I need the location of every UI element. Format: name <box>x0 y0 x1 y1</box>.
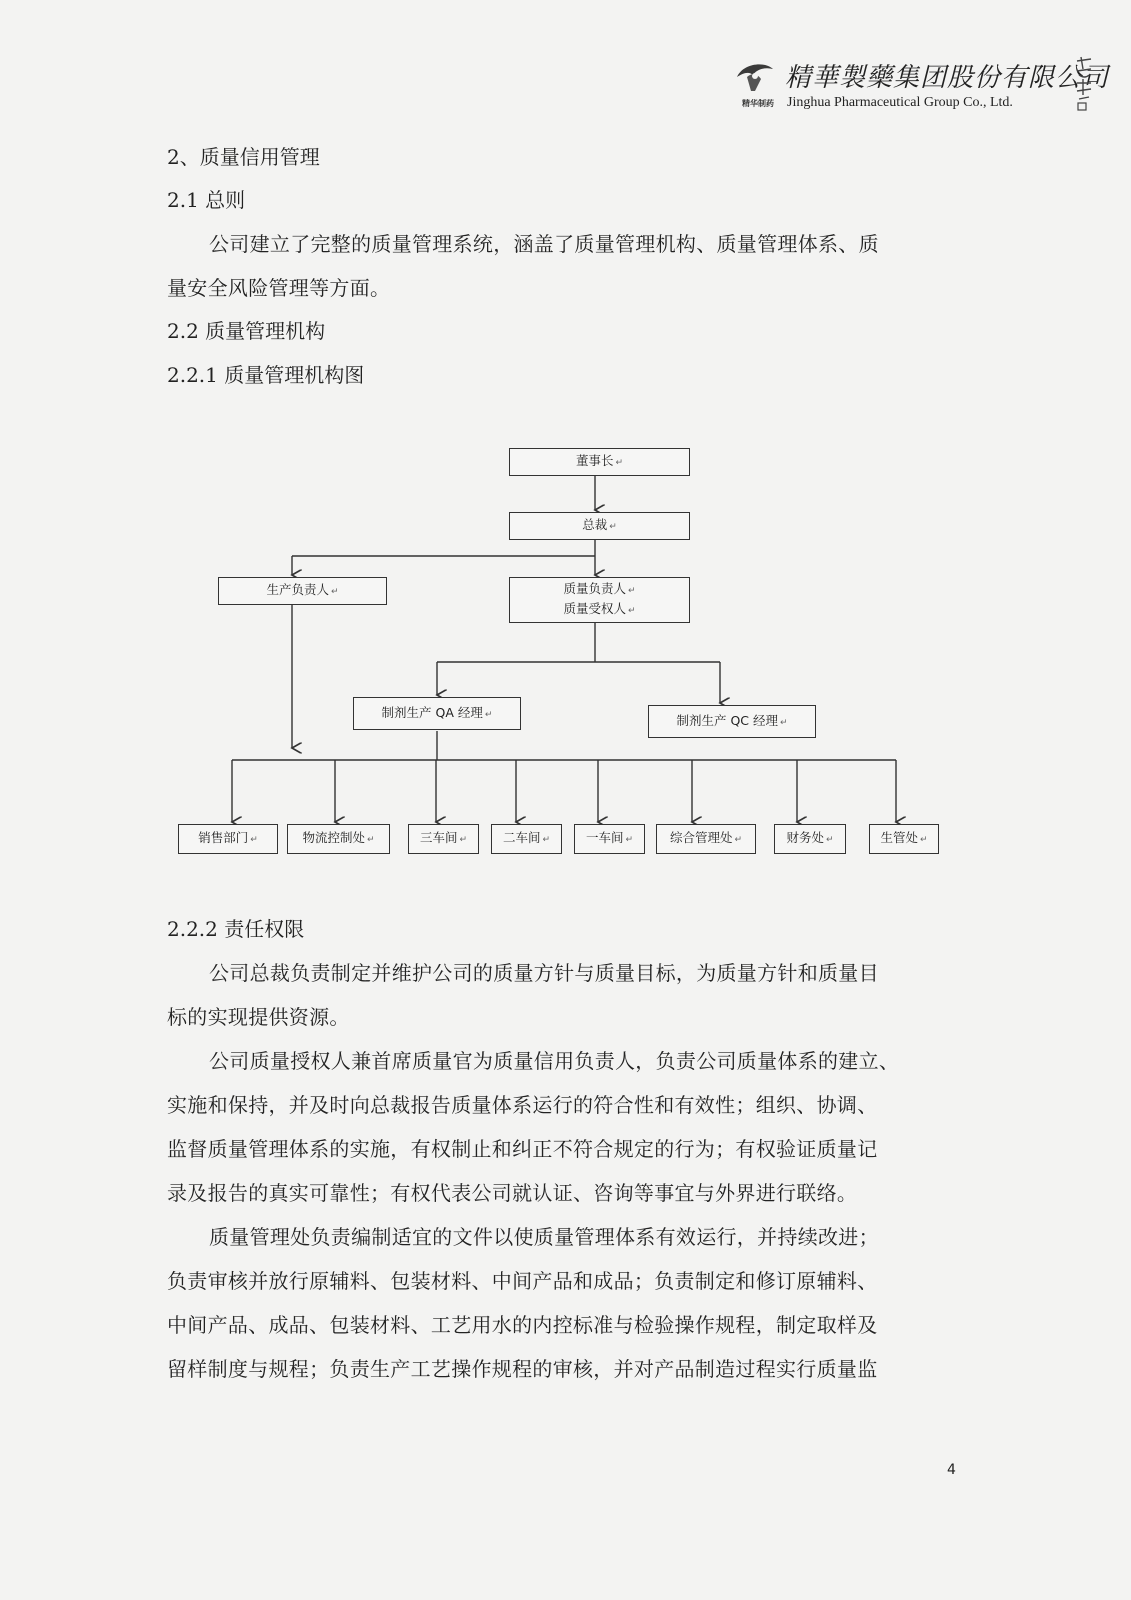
node-label: 物流控制处 <box>302 830 365 845</box>
node-department <box>178 824 278 854</box>
quality-department-paragraph <box>167 1215 957 1391</box>
paragraph-line: 量安全风险管理等方面。 <box>167 276 391 300</box>
return-mark-icon: ↵ <box>734 835 743 845</box>
paragraph-line: 监督质量管理体系的实施，有权制止和纠正不符合规定的行为；有权验证质量记 <box>167 1137 878 1161</box>
return-mark-icon: ↵ <box>609 522 617 532</box>
node-label: 三车间 <box>419 830 458 845</box>
paragraph-line: 标的实现提供资源。 <box>167 1005 350 1029</box>
section-2-2-1-heading: 2.2.1 质量管理机构图 <box>167 363 365 387</box>
return-mark-icon: ↵ <box>627 606 636 616</box>
section-2-1-heading: 2.1 总则 <box>167 188 246 212</box>
company-logo-icon <box>735 59 775 93</box>
company-name-english: Jinghua Pharmaceutical Group Co., Ltd. <box>787 95 1013 110</box>
node-label: 质量负责人 <box>563 581 626 596</box>
return-mark-icon: ↵ <box>779 717 788 728</box>
quality-authorized-person-paragraph <box>167 1039 957 1215</box>
node-qc-manager <box>648 705 816 738</box>
node-label: 财务处 <box>786 830 824 845</box>
paragraph-line: 公司总裁负责制定并维护公司的质量方针与质量目标，为质量方针和质量目 <box>209 961 879 985</box>
node-label: 质量受权人 <box>563 601 626 616</box>
return-mark-icon: ↵ <box>250 835 258 845</box>
return-mark-icon: ↵ <box>627 586 636 596</box>
paragraph-line: 留样制度与规程；负责生产工艺操作规程的审核，并对产品制造过程实行质量监 <box>167 1357 878 1381</box>
node-department <box>408 824 479 854</box>
node-president <box>509 512 690 540</box>
return-mark-icon: ↵ <box>459 835 468 845</box>
return-mark-icon: ↵ <box>484 709 493 720</box>
return-mark-icon: ↵ <box>366 835 375 845</box>
node-label: 综合管理处 <box>669 830 733 845</box>
logo-text: 精华制药 <box>742 99 774 108</box>
node-quality-head <box>509 577 690 623</box>
return-mark-icon: ↵ <box>825 835 834 845</box>
node-label: 一车间 <box>585 830 624 845</box>
return-mark-icon: ↵ <box>542 835 551 845</box>
node-department <box>287 824 390 854</box>
return-mark-icon: ↵ <box>330 587 339 597</box>
paragraph-line: 负责审核并放行原辅料、包装材料、中间产品和成品；负责制定和修订原辅料、 <box>167 1269 878 1293</box>
node-department <box>869 824 939 854</box>
company-name-chinese: 精華製藥集团股份有限公司 <box>785 63 1110 93</box>
paragraph-line: 录及报告的真实可靠性；有权代表公司就认证、咨询等事宜与外界进行联络。 <box>167 1181 858 1205</box>
letterhead <box>735 55 1110 115</box>
paragraph-line: 公司质量授权人兼首席质量官为质量信用负责人，负责公司质量体系的建立、 <box>209 1049 900 1073</box>
node-label: 二车间 <box>502 830 541 845</box>
node-label: 制剂生产 QA 经理 <box>381 704 483 720</box>
node-label: 总裁 <box>582 517 608 532</box>
page-number: 4 <box>947 1462 956 1478</box>
node-department <box>574 824 645 854</box>
node-qa-manager <box>353 697 521 730</box>
paragraph-line: 中间产品、成品、包装材料、工艺用水的内控标准与检验操作规程，制定取样及 <box>167 1313 878 1337</box>
paragraph-line: 质量管理处负责编制适宜的文件以使质量管理体系有效运行，并持续改进； <box>209 1225 879 1249</box>
return-mark-icon: ↵ <box>919 835 928 845</box>
paragraph-line: 公司建立了完整的质量管理系统，涵盖了质量管理机构、质量管理体系、质 <box>209 232 879 256</box>
node-department <box>774 824 846 854</box>
node-label: 销售部门 <box>198 830 249 845</box>
section-2-2-2-heading: 2.2.2 责任权限 <box>167 917 305 941</box>
node-department <box>491 824 562 854</box>
node-chairman <box>509 448 690 476</box>
section-2-heading: 2、质量信用管理 <box>167 145 320 169</box>
paragraph-line: 实施和保持，并及时向总裁报告质量体系运行的符合性和有效性；组织、协调、 <box>167 1093 878 1117</box>
node-label: 生管处 <box>880 830 918 845</box>
node-label: 董事长 <box>575 453 614 468</box>
return-mark-icon: ↵ <box>615 458 624 468</box>
node-label: 制剂生产 QC 经理 <box>676 712 778 728</box>
node-production-head <box>218 577 387 605</box>
general-principles-paragraph <box>167 222 957 310</box>
node-department <box>656 824 756 854</box>
return-mark-icon: ↵ <box>625 835 634 845</box>
president-responsibility-paragraph <box>167 951 957 1039</box>
section-2-2-heading: 2.2 质量管理机构 <box>167 319 326 343</box>
node-label: 生产负责人 <box>266 582 329 597</box>
signature-mark-icon <box>1073 55 1095 113</box>
